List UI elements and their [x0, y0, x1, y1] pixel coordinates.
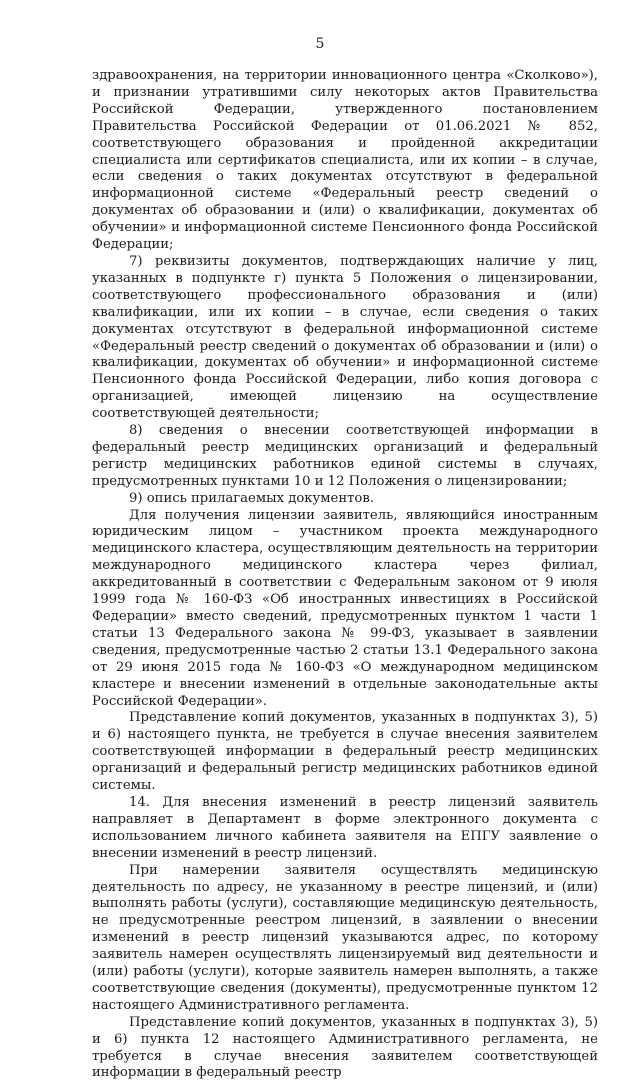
page-number: 5	[315, 36, 325, 52]
paragraph-new-address: При намерении заявителя осуществлять медицинскую деятельность по адресу, не указанному в реестре лицензий, и (или) выполнять работы (услуги), составляющие медицинскую деятельность, не предусмотренные реестром лицензий, в заявлении о внесении изменений в реестр лицензий указываются адрес, по которому заявитель намерен осуществлять лицензируемый вид деятельности и (или) работы (услуги), которые заявитель намерен выполнять, а также соответствующие сведения (документы), предусмотренные пунктом 12 настоящего Административного регламента.	[92, 862, 598, 1013]
document-body	[92, 68, 598, 1082]
paragraph-clause-14: 14. Для внесения изменений в реестр лицензий заявитель направляет в Департамент в форме электронного документа с использованием личного кабинета заявителя на ЕПГУ заявление о внесении изменений в реестр лицензий.	[92, 794, 598, 861]
paragraph-copies-not-required: Представление копий документов, указанных в подпунктах 3), 5) и 6) настоящего пункта, не требуется в случае внесения заявителем соответствующей информации в федеральный реестр медицинских организаций и федеральный регистр медицинских работников единой системы.	[92, 710, 598, 794]
paragraph-continuation: здравоохранения, на территории инновационного центра «Сколково»), и признании утратившими силу некоторых актов Правительства Российской Федерации, утвержденного постановлением Правительства Российской Федерации от 01.06.2021 № 852, соответствующего образования и пройденной аккредитации специалиста или сертификатов специалиста, или их копии – в случае, если сведения о таких документах отсутствуют в федеральной информационной системе «Федеральный реестр сведений о документах об образовании и (или) о квалификации, документах об обучении» и информационной системе Пенсионного фонда Российской Федерации;	[92, 68, 598, 253]
paragraph-item-8: 8) сведения о внесении соответствующей информации в федеральный реестр медицинских организаций и федеральный регистр медицинских работников единой системы в случаях, предусмотренных пунктами 10 и 12 Положения о лицензировании;	[92, 423, 598, 489]
paragraph-item-7: 7) реквизиты документов, подтверждающих наличие у лиц, указанных в подпункте г) пункта 5 Положения о лицензировании, соответствующего профессионального образования и (или) квалификации, или их копии – в случае, если сведения о таких документах отсутствуют в федеральной информационной системе «Федеральный реестр сведений о документах об образовании и (или) о квалификации, документах об обучении» и информационной системе Пенсионного фонда Российской Федерации, либо копия договора с организацией, имеющей лицензию на осуществление соответствующей деятельности;	[92, 253, 598, 422]
paragraph-item-9: 9) опись прилагаемых документов.	[129, 490, 374, 506]
paragraph-foreign-entity: Для получения лицензии заявитель, являющийся иностранным юридическим лицом – участником проекта международного медицинского кластера, осуществляющим деятельность на территории международного медицинского кластера через филиал, аккредитованный в соответствии с Федеральным законом от 9 июля 1999 года № 160-ФЗ «Об иностранных инвестициях в Российской Федерации» вместо сведений, предусмотренных пунктом 1 части 1 статьи 13 Федерального закона № 99-ФЗ, указывает в заявлении сведения, предусмотренные частью 2 статьи 13.1 Федерального закона от 29 июня 2015 года № 160-ФЗ «О международном медицинском кластере и внесении изменений в отдельные законодательные акты Российской Федерации».	[92, 507, 598, 709]
paragraph-copies-clause-12: Представление копий документов, указанных в подпунктах 3), 5) и 6) пункта 12 настоящего Административного регламента, не требуется в случае внесения заявителем соответствующей информации в федеральный реестр	[92, 1014, 598, 1081]
